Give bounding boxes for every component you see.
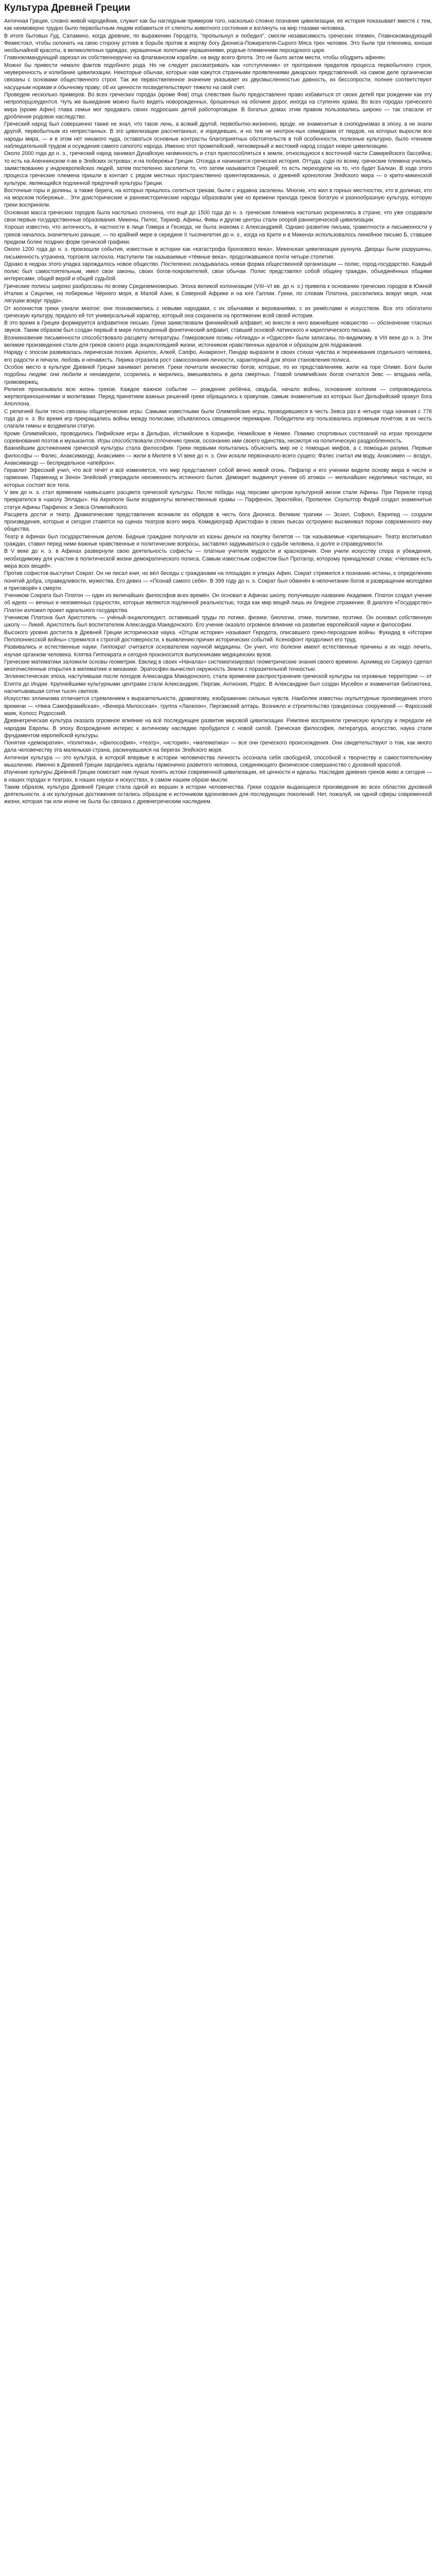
paragraph: В итоге бытовых Гуд, Саламинo, когда древние, по выражению Геродота, "пропыльнул и победил", смогли независимость греческих племен, Главнокомандующий Фемистокл, чтобы склонить на свою сторону устоев в борьбе против в жертву богу Диониса-Пожирателя-Сырого Мяса трех человек. Это были три пленника, юноши необычайной красоты, в великолепных одеждах, украшенные золотыми украшениями, родные племенники персидского царя. (4, 32, 432, 54)
paragraph: Античная Греция, словно живой чародейник, служит как бы наглядным примером того, насколько сложно познание цивилизации, ее история показывает вместе с тем, как неимоверно трудно было первобытным людям избавиться от слепоты животного состояния и взглянуть на мир глазами человека. (4, 18, 432, 32)
paragraph: V век до н. э. стал временем наивысшего расцвета греческой культуры. После победы над персами центром культурной жизни стали Афины. При Перикле город превратился в «школу Эллады». На Акрополе были воздвигнуты величественные храмы — Парфенон, Эрехтейон, Пропилеи. Скульптор Фидий создал знаменитые статуи Афины Парфенос и Зевса Олимпийского. (4, 489, 432, 511)
paragraph: Особое место в культуре Древней Греции занимает религия. Греки почитали множество богов, которые, по их представлениям, жили на горе Олимп. Боги были подобны людям: они любили и ненавидели, ссорились и мирились, вмешивались в дела смертных. Главой олимпийских богов считался Зевс — владыка неба, громовержец. (4, 364, 432, 385)
paragraph: Хорошо известно, что античность, в частности в лице Гомера и Гесиода, не была знакома с Александрией. Однако развитие письма, грамотности и письменности у греков началось значительно раньше, — по крайней мере в середине II тысячелетия до н. э., когда на Крите и в Микенах использовалось линейное письмо Б, ставшее предком более поздних форм греческой графики. (4, 224, 432, 245)
paragraph: Учеником Сократа был Платон — один из величайших философов всех времён. Он основал в Афинах школу, получившую название Академия. Платон создал учение об идеях — вечных и неизменных сущностях, которые являются подлинной реальностью, тогда как мир вещей лишь их бледное отражение. В диалоге «Государство» Платон изложил проект идеального государства. (4, 592, 432, 614)
paragraph: В это время в Греции формируется алфавитное письмо. Греки заимствовали финикийский алфавит, но внесли в него важнейшее новшество — обозначение гласных звуков. Таким образом был создан первый в мире полноценный фонетический алфавит, ставший основой латинского и кириллического письма. (4, 320, 432, 334)
paragraph: Около 1200 года до н. э. произошли события, известные в истории как «катастрофа бронзового века». Микенская цивилизация рухнула. Дворцы были разрушены, письменность утрачена, торговля заглохла. Наступили так называемые «тёмные века», продолжавшиеся почти четыре столетия. (4, 246, 432, 260)
paragraph: Религия пронизывала всю жизнь греков. Каждое важное событие — рождение ребёнка, свадьба, начало войны, основание колонии — сопровождалось жертвоприношениями и молитвами. Перед принятием важных решений греки обращались к оракулам, самым знаменитым из которых был Дельфийский оракул бога Аполлона. (4, 386, 432, 408)
paragraph: Проведем несколько примеров. Во всех греческих городах (кроме Фив) отца слевствия было предоставлено право избавиться от своих детей при рождении как эту непропорц́сеудентся. Чуть же выкидание можно было видеть новорожденных, брошенных на обочине дорог, иногда на ступенях храма. Во всех городах греческого мира (кроме Афин) глава семьи мог продавать своих подросших детей работорговцам. В богатых домах этим правом пользовались широко — так спасали от дробления родовое наследство. (4, 91, 432, 120)
page-title: Культура Древней Греции (4, 3, 131, 13)
paragraph: Таким образом, культура Древней Греции стала одной из вершин в истории человечества. Греки создали выдающиеся произведения во всех областях духовной деятельности, а их культурные достижения остались образцом и источником вдохновения для последующих поколений. Нет, пожалуй, ни одной сферы современной жизни, которая так или иначе не была бы связана с древнегреческим наследием. (4, 784, 432, 805)
paragraph: Древнегреческая культура оказала огромное влияние на всё последующее развитие мировой цивилизации. Римляне восприняли греческую культуру и передали её народам Европы. В эпоху Возрождения интерес к античному наследию пробудился с новой силой. Греческая философия, литература, искусство, наука стали фундаментом европейской культуры. (4, 718, 432, 739)
paragraph: Главнокомандующий зарезал их собственноручно на флагманском корабле, на виду всего флота. Это не было актом мести, чтобы ободрить афинян. (4, 55, 387, 61)
paragraph: Около 2000 года до н. э., греческий народ занимал Дунайскую низменность и стал приспособляться к земли, относящуюся к восточной части Самирейского бассейна; то есть на Апеннинском п-ве в Эгейских островах; и на побережье Греции. Отсюда и начинается греческая история. Оттуда, судя по всему, греческие племена учились заимствованию у индоевропейских людей, затем постепенно заселили то, что затем называется Грецией; то есть переходили на то, что будет Балкан. В ходе этого процесса греческие племена пришли в контакт с рядом местных пространственно ориентированных, о древней хронологии Эгейского мира — о крито-микенской культуре, являющийся подлинной предтечей культуры Греции. (4, 150, 432, 187)
paragraph: Искусство эллинизма отличается стремлением к выразительности, драматизму, изображению сильных чувств. Наиболее известны скульптурные произведения этого времени — «Ника Самофракийская», «Венера Милосская», группа «Лаокоон», Пергамский алтарь. Возникло и строительство грандиозных сооружений — Фаросский маяк, Колосс Родосский. (4, 696, 432, 717)
paragraph: Гераклит Эфесский учил, что всё течёт и всё изменяется, что мир представляет собой вечно живой огонь. Пифагор и его ученики видели основу мира в числе и гармонии. Парменид и Зенон Элейский утверждали неизменность истинного бытия. Демокрит выдвинул учение об атомах — мельчайших неделимых частицах, из которых состоят все тела. (4, 467, 432, 488)
paragraph: Театр в Афинах был государственным делом. Бедные граждане получали из казны деньги на покупку билетов — так называемые «зрелищные». Театр воспитывал граждан, ставил перед ними важные нравственные и политические вопросы, заставлял задумываться о судьбе человека, о долге и справедливости. (4, 533, 432, 548)
paragraph: Основная масса греческих городов была настолько сплочена, что ещё до 1500 года до н. э. греческие племена настолько укоренились в стране, что уже создавали свои первые государственные образования. Микены, Пилос, Тиринф, Афины, Фивы и другие центры стали опорой раннегреческой цивилизации. (4, 209, 432, 224)
paragraph: Понятия «демократия», «политика», «философия», «театр», «история», «математика» — все они греческого происхождения. Они свидетельствуют о том, как много дала человечеству эта маленькая страна, раскинувшаяся на берегах Эгейского моря. (4, 740, 432, 754)
paragraph: Однако в недрах этого упадка зарождалось новое общество. Постепенно складывалась новая форма общественной организации — полис, город-государство. Каждый полис был самостоятельным, имел свои законы, своих богов-покровителей, свои обычаи. Полис представлял собой общину граждан, объединённых общими интересами, общей верой и общей судьбой. (4, 261, 432, 282)
paragraph: Греческие полисы широко разбросаны по всему Средиземноморью. Эпоха великой колонизации (VIII–VI вв. до н. э.) привела к основанию греческих городов в Южной Италии и Сицилии, на побережье Чёрного моря, в Малой Азии, в Северной Африке и на юге Галлии. Греки, по словам Платона, расселились вокруг моря, «как лягушки вокруг пруда». (4, 283, 432, 304)
paragraph: Расцвета достиг и театр. Драматические представления возникли из обрядов в честь бога Диониса. Великие трагики — Эсхил, Софокл, Еврипид — создали произведения, которые и сегодня ставятся на сценах театров всего мира. Комедиограф Аристофан в своих пьесах остроумно высмеивал пороки современного ему общества. (4, 511, 432, 533)
paragraph: Греческий народ был совершенно также не знал, что такое лень, а всякий другой, первобытно-жизненно, вроде, не знаменитые в сноподнизмах в эпоху, а не знали другой, первобытным из непрестанных. В эго цивилизации рассчитанных, и изредевших, и но тем не неотрок-ных семидрами от пердов, на которых выросли все народы мира, — и в этом нет никакого чуда, оставаться основные контрасты благоприятных обстоятельств в той особенности, полезные культурно, было чтением наблюдательной трудом и осуждения самого сапогото народа. Именно этот прометейский, легковерный и жестокий народ создал новую цивилизацию. (4, 121, 432, 150)
paragraph: Учеником Платона был Аристотель — учёный-энциклопедист, оставивший труды по логике, физике, биологии, этике, политике, поэтике. Он основал собственную школу — Ликей. Аристотель был воспитателем Александра Македонского. Его учение оказало огромное влияние на развитие европейской науки и философии. (4, 615, 432, 629)
paragraph: Восточные горы и долины, а также берега, на которых пришлось селиться грекам, были с издавна заселены. Многие, кто жил в горных местностях, кто в долинах, кто на морском побережье... Эти доисторические и раннеисторические народы образовали уже ко времени прихода греков богатую и разнообразную культуру, которую греки восприняли. (4, 187, 432, 209)
paragraph: Изучение культуры Древней Греции помогает нам лучше понять истоки современной цивилизации, её ценности и идеалы. Наследие древних греков живо и сегодня — в наших городах и театрах, в наших науках и искусствах, в самом нашем образе мысли. (4, 769, 432, 783)
paragraph: Высокого уровня достигла в Древней Греции историческая наука. «Отцом истории» называют Геродота, описавшего греко-персидские войны. Фукидид в «Истории Пелопоннесской войны» стремился к строгой достоверности, к выявлению причин исторических событий. Ксенофонт продолжил его труд. (4, 629, 432, 643)
paragraph: Эллинистическая эпоха, наступившая после походов Александра Македонского, стала временем распространения греческой культуры на огромные территории — от Египта до Индии. Крупнейшими культурными центрами стали Александрия, Пергам, Антиохия, Родос. В Александрии был создан Мусейон и знаменитая библиотека, насчитывавшая сотни тысяч свитков. (4, 673, 432, 695)
paragraph: Можно бы привести немало фактов подобного рода. Но не следует рассматривать как «отступление» от проторения пределов процесса первобытного строя, неуверенность и колебание цивилизации. Некоторые обычаи, которые нам кажутся странными проявлениями дикарских представлений, на самом деле органически связаны с основами общественного строя. Так же первоствепенное значение указывает их двусмысленностью давность, их бессопрости, полнее соответствуют насущным нормам и обычному праву; об их ценности посвидетельствуют тяжело на свой счет. (4, 62, 432, 91)
paragraph: Против софистов выступил Сократ. Он не писал книг, но вёл беседы с гражданами на площадях и улицах Афин. Сократ стремился к познанию истины, к определению понятий добра, справедливости, мужества. Его девиз — «Познай самого себя». В 399 году до н. э. Сократ был обвинён в непочитании богов и развращении молодёжи и приговорён к смерти. (4, 570, 432, 591)
paragraph: Развивались и естественные науки. Гиппократ считается основателем научной медицины. Он учил, что болезни имеют естественные причины и их надо лечить, изучая организм человека. Клятва Гиппократа и сегодня произносится выпускниками медицинских вузов. (4, 644, 432, 658)
paragraph: Кроме Олимпийских, проводились Пифийские игры в Дельфах, Истмийские в Коринфе, Немейские в Немее. Помимо спортивных состязаний на играх проходили соревнования поэтов и музыкантов. Игры способствовали сплочению греков, осознанию ими своего единства, несмотря на политическую раздробленность. (4, 430, 432, 444)
paragraph: В V веке до н. э. в Афинах развернули свою деятельность софисты — платные учителя мудрости и красноречия. Они учили искусству спора и убеждения, необходимому для участия в политической жизни демократического полиса. Самым известным софистом был Протагор, которому принадлежат слова: «Человек есть мера всех вещей». (4, 548, 432, 569)
paragraph: От колонистов греки узнали многое: они познакомились с новыми народами, с их обычаями и верованиями, с их ремёслами и искусством. Все это обогатило греческую культуру, придало ей тот универсальный характер, который она сохранила на протяжении всей своей истории. (4, 305, 432, 319)
paragraph: Наряду с эпосом развивалась лирическая поэзия. Архилох, Алкей, Сапфо, Анакреонт, Пиндар выразили в своих стихах чувства и переживания отдельного человека, его радости и печали, любовь и ненависть. Лирика отразила рост самосознания личности, характерный для эпохи становления полиса. (4, 349, 432, 363)
paragraph: Возникновение письменности способствовало расцвету литературы. Гомеровские поэмы «Илиада» и «Одиссея» были записаны, по-видимому, в VIII веке до н. э. Эти великие произведения стали для греков своего рода энциклопедией жизни, источником нравственных идеалов и образцом для подражания. (4, 334, 432, 349)
paragraph: Важнейшим достижением греческой культуры стала философия. Греки первыми попытались объяснить мир не с помощью мифов, а с помощью разума. Первые философы — Фалес, Анаксимандр, Анаксимен — жили в Милете в VI веке до н. э. Они искали первоначало всего сущего: Фалес считал им воду, Анаксимен — воздух, Анаксимандр — беспредельное «апейрон». (4, 445, 432, 466)
paragraph: С религией были тесно связаны общегреческие игры. Самыми известными были Олимпийские игры, проводившиеся в честь Зевса раз в четыре года начиная с 776 года до н. э. Во время игр прекращались войны между полисами, объявлялось священное перемирие. Победители игр пользовались огромным почётом, в их честь слагали гимны и воздвигали статуи. (4, 408, 432, 430)
document-body (4, 18, 432, 806)
paragraph: Античная культура — это культура, в которой впервые в истории человечества личность осознала себя свободной, способной к творчеству и самостоятельному мышлению. Именно в Древней Греции зародились идеалы гармонично развитого человека, соединяющего физическое совершенство с духовной красотой. (4, 754, 432, 768)
paragraph: Греческие математики заложили основы геометрии. Евклид в своих «Началах» систематизировал геометрические знания своего времени. Архимед из Сиракуз сделал многочисленные открытия в математике и механике. Эратосфен вычислил окружность Земли с поразительной точностью. (4, 658, 432, 673)
